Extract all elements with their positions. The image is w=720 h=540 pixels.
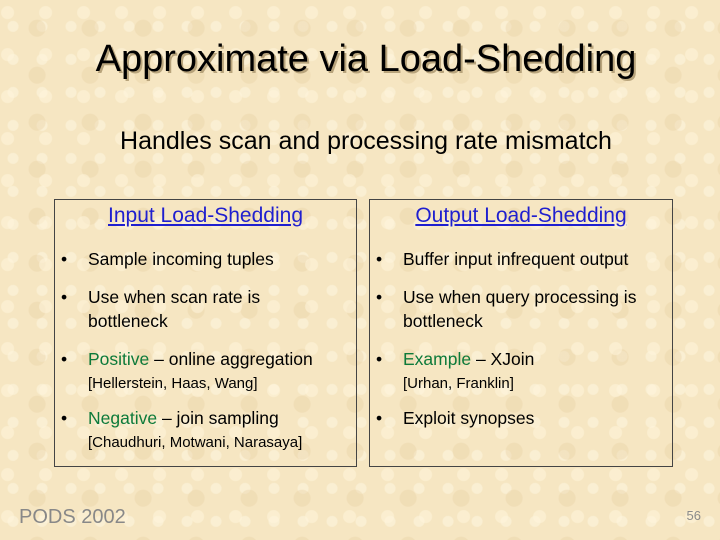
bullet-highlight: Negative <box>88 408 158 428</box>
bullet-dot-icon: • <box>61 408 68 428</box>
bullet-item <box>61 285 318 333</box>
bullet-item <box>61 406 352 453</box>
bullet-item <box>376 406 668 430</box>
bullet-text: Sample incoming tuples <box>88 249 274 269</box>
citation: [Chaudhuri, Motwani, Narasaya] <box>88 434 303 451</box>
bullet-item <box>61 247 352 271</box>
bullet-text: Use when query processing is bottleneck <box>403 287 637 331</box>
panel-heading: Input Load-Shedding <box>108 204 303 227</box>
bullet-dot-icon: • <box>376 249 383 269</box>
bullet-highlight: Positive <box>88 349 150 369</box>
bullet-dot-icon: • <box>61 287 68 307</box>
input-load-shedding-panel <box>54 199 357 467</box>
output-load-shedding-panel <box>369 199 673 467</box>
bullet-dot-icon: • <box>376 408 383 428</box>
bullet-dot-icon: • <box>376 349 383 369</box>
slide-subtitle: Handles scan and processing rate mismatch <box>120 127 612 155</box>
bullet-item <box>376 285 668 333</box>
bullet-text: Use when scan rate is bottleneck <box>88 287 261 331</box>
bullet-item <box>376 347 668 394</box>
citation: [Urhan, Franklin] <box>403 375 514 392</box>
panel-heading: Output Load-Shedding <box>415 204 627 227</box>
bullet-item <box>61 347 352 394</box>
bullet-dot-icon: • <box>376 287 383 307</box>
bullet-text: – online aggregation <box>149 349 313 369</box>
bullet-text: – join sampling <box>157 408 279 428</box>
citation: [Hellerstein, Haas, Wang] <box>88 375 258 392</box>
bullet-text: Buffer input infrequent output <box>403 249 629 269</box>
slide-title: Approximate via Load-Shedding <box>95 38 637 80</box>
bullet-item <box>376 247 668 271</box>
bullet-text: Exploit synopses <box>403 408 535 428</box>
bullet-highlight: Example <box>403 349 472 369</box>
bullet-dot-icon: • <box>61 249 68 269</box>
bullet-text: – XJoin <box>471 349 535 369</box>
bullet-dot-icon: • <box>61 349 68 369</box>
page-number: 56 <box>686 508 701 523</box>
footer-text: PODS 2002 <box>19 506 126 528</box>
